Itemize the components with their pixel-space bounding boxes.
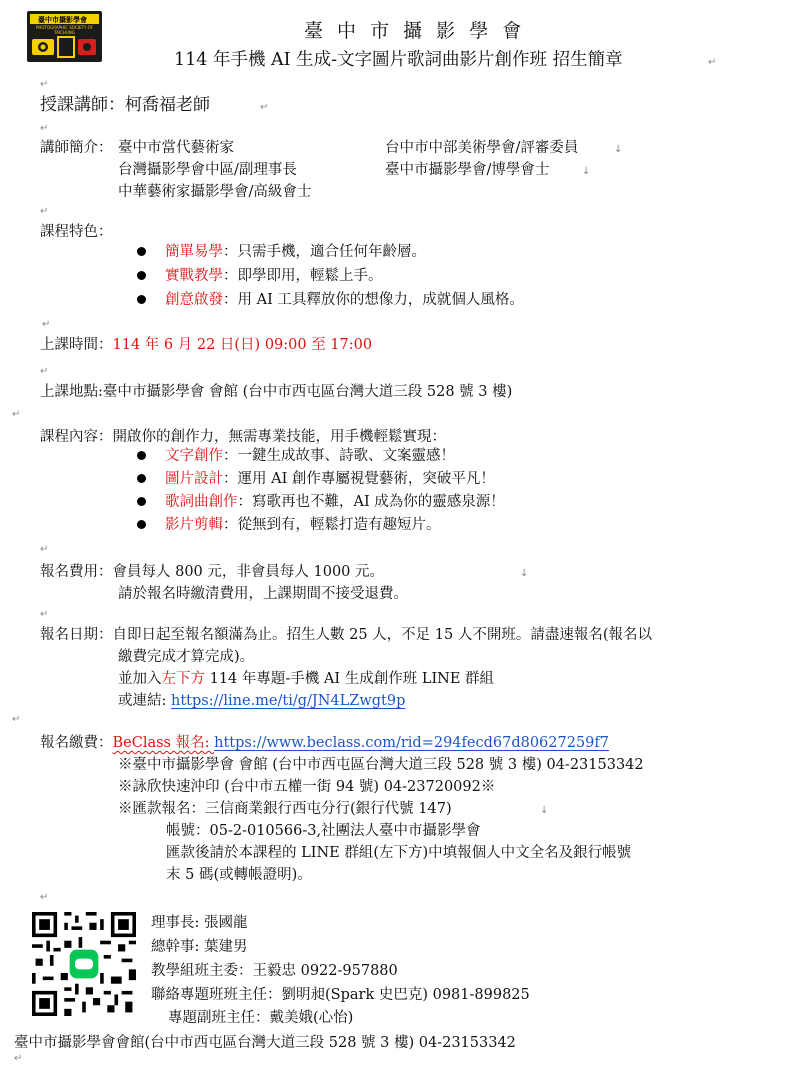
dates-line3-post: 114 年專題-手機 AI 生成創作班 LINE 群組 — [205, 671, 495, 687]
location-label: 上課地點: — [40, 384, 103, 400]
payment-line: 帳號：05-2-010566-3,社團法人臺中市攝影學會 — [166, 823, 481, 839]
staff-item: 聯絡專題班班主任：劉明昶(Spark 史巴克) 0981-899825 — [151, 987, 530, 1003]
content-key: 圖片設計 — [165, 471, 223, 487]
content-text: ：從無到有，輕鬆打造有趣短片。 — [223, 517, 441, 533]
bullet-icon — [137, 247, 146, 256]
down-mark: ↓ — [582, 166, 591, 177]
feature-text: ：只需手機，適合任何年齡層。 — [223, 244, 426, 260]
staff-item: 理事長: 張國龍 — [151, 915, 248, 931]
payment-line: 匯款後請於本課程的 LINE 群組(左下方)中填報個人中文全名及銀行帳號 — [166, 845, 632, 861]
content-item — [165, 472, 495, 487]
document-title: 114 年手機 AI 生成-文字圖片歌詞曲影片創作班 招生簡章 — [174, 50, 623, 70]
para-mark: ↵ — [14, 1053, 23, 1064]
dates-line1: 自即日起至報名額滿為止。招生人數 25 人，不足 15 人不開班。請盡速報名(報名以 — [112, 627, 652, 643]
para-mark: ↵ — [40, 609, 49, 620]
dates-line3 — [118, 672, 494, 687]
payment-row — [40, 736, 609, 751]
content-text: ：運用 AI 創作專屬視覺藝術，突破平凡！ — [223, 471, 495, 487]
content-key: 影片剪輯 — [165, 517, 223, 533]
bullet-icon — [137, 497, 146, 506]
content-text: ：寫歌再也不難，AI 成為你的靈感泉源！ — [237, 494, 505, 510]
logo-title: 臺中市攝影學會 — [38, 16, 87, 24]
feature-item — [165, 245, 426, 260]
feature-key: 實戰教學 — [165, 268, 223, 284]
para-mark: ↵ — [40, 79, 49, 90]
para-mark: ↵ — [708, 57, 717, 68]
feature-item — [165, 293, 524, 308]
bullet-icon — [137, 271, 146, 280]
beclass-label: BeClass 報名: — [112, 735, 215, 751]
camera-film-icon — [30, 31, 99, 61]
payment-label: 報名繳費： — [40, 735, 113, 751]
content-label: 課程內容： — [40, 429, 113, 445]
time-row — [40, 338, 372, 353]
dates-line3-pre: 並加入 — [118, 671, 162, 687]
bullet-icon — [137, 451, 146, 460]
para-mark: ↵ — [40, 123, 49, 134]
bullet-icon — [137, 474, 146, 483]
bio-item: 台灣攝影學會中區/副理事長 — [118, 162, 297, 178]
para-mark: ↵ — [40, 544, 49, 555]
fee-row — [40, 565, 384, 580]
dates-row — [40, 628, 652, 643]
para-mark: ↵ — [40, 892, 49, 903]
payment-line: 末 5 碼(或轉帳證明)。 — [166, 867, 312, 883]
staff-item: 教學組班主委：王毅忠 0922-957880 — [151, 963, 398, 979]
payment-line: ※臺中市攝影學會 會館 (台中市西屯區台灣大道三段 528 號 3 樓) 04-23153342 — [118, 757, 644, 773]
fee-line1: 會員每人 800 元，非會員每人 1000 元。 — [112, 564, 385, 580]
fee-label: 報名費用： — [40, 564, 113, 580]
para-mark: ↵ — [40, 366, 49, 377]
para-mark: ↵ — [12, 409, 21, 420]
feature-text: ：用 AI 工具釋放你的想像力，成就個人風格。 — [223, 292, 524, 308]
instructor-heading: 授課講師：柯喬福老師 — [40, 95, 210, 115]
line-group-link[interactable]: https://line.me/ti/g/JN4LZwgt9p — [171, 693, 406, 709]
dates-line4 — [118, 694, 405, 709]
bio-item: 臺中市當代藝術家 — [118, 140, 234, 156]
bullet-icon — [137, 295, 146, 304]
logo-title-bar — [30, 14, 99, 24]
bio-item: 臺中市攝影學會/博學會士 — [385, 162, 550, 178]
feature-key: 創意啟發 — [165, 292, 223, 308]
content-key: 文字創作 — [165, 448, 223, 464]
content-item — [165, 449, 455, 464]
para-mark: ↵ — [12, 714, 21, 725]
content-intro: 開啟你的創作力，無需專業技能，用手機輕鬆實現： — [112, 429, 446, 445]
staff-item: 總幹事: 葉建男 — [151, 939, 248, 955]
location-row — [40, 385, 512, 400]
features-label: 課程特色： — [40, 224, 113, 240]
dates-line3-red: 左下方 — [161, 671, 205, 687]
logo-subtitle: PHOTOGRAPHIC SOCIETY OF TAICHUNG — [35, 25, 94, 35]
time-label: 上課時間： — [40, 337, 113, 353]
content-key: 歌詞曲創作 — [165, 494, 238, 510]
line-group-qr-code[interactable] — [32, 912, 136, 1016]
down-mark: ↓ — [520, 568, 529, 579]
bio-label: 講師簡介： — [40, 140, 113, 156]
feature-key: 簡單易學 — [165, 244, 223, 260]
down-mark: ↓ — [614, 144, 623, 155]
para-mark: ↵ — [260, 102, 269, 113]
payment-line: ※詠欣快速沖印 (台中市五權一街 94 號) 04-23720092※ — [118, 779, 496, 795]
para-mark: ↵ — [40, 206, 49, 217]
bio-item: 台中市中部美術學會/評審委員 — [385, 140, 579, 156]
dates-label: 報名日期： — [40, 627, 113, 643]
feature-item — [165, 269, 383, 284]
society-logo — [27, 11, 102, 62]
footer-address: 臺中市攝影學會會館(台中市西屯區台灣大道三段 528 號 3 樓) 04-23153342 — [14, 1035, 516, 1051]
dates-line4-pre: 或連結: — [118, 693, 171, 709]
feature-text: ：即學即用，輕鬆上手。 — [223, 268, 383, 284]
content-text: ：一鍵生成故事、詩歌、文案靈感！ — [223, 448, 455, 464]
staff-item: 專題副班主任：戴美娥(心怡) — [168, 1010, 354, 1026]
content-row — [40, 430, 446, 445]
time-value: 114 年 6 月 22 日(日) 09:00 至 17:00 — [112, 337, 373, 353]
payment-line: ※匯款報名：三信商業銀行西屯分行(銀行代號 147) — [118, 801, 452, 817]
bullet-icon — [137, 520, 146, 529]
down-mark: ↓ — [540, 805, 549, 816]
dates-line2: 繳費完成才算完成)。 — [118, 649, 255, 665]
bio-item: 中華藝術家攝影學會/高級會士 — [118, 184, 312, 200]
content-item — [165, 518, 441, 533]
fee-line2: 請於報名時繳清費用，上課期間不接受退費。 — [118, 586, 408, 602]
content-item — [165, 495, 505, 510]
para-mark: ↵ — [42, 319, 51, 330]
beclass-link[interactable]: https://www.beclass.com/rid=294fecd67d80627259f7 — [214, 735, 610, 751]
location-value: 臺中市攝影學會 會館 (台中市西屯區台灣大道三段 528 號 3 樓) — [102, 384, 513, 400]
org-title: 臺 中 市 攝 影 學 會 — [304, 20, 526, 42]
